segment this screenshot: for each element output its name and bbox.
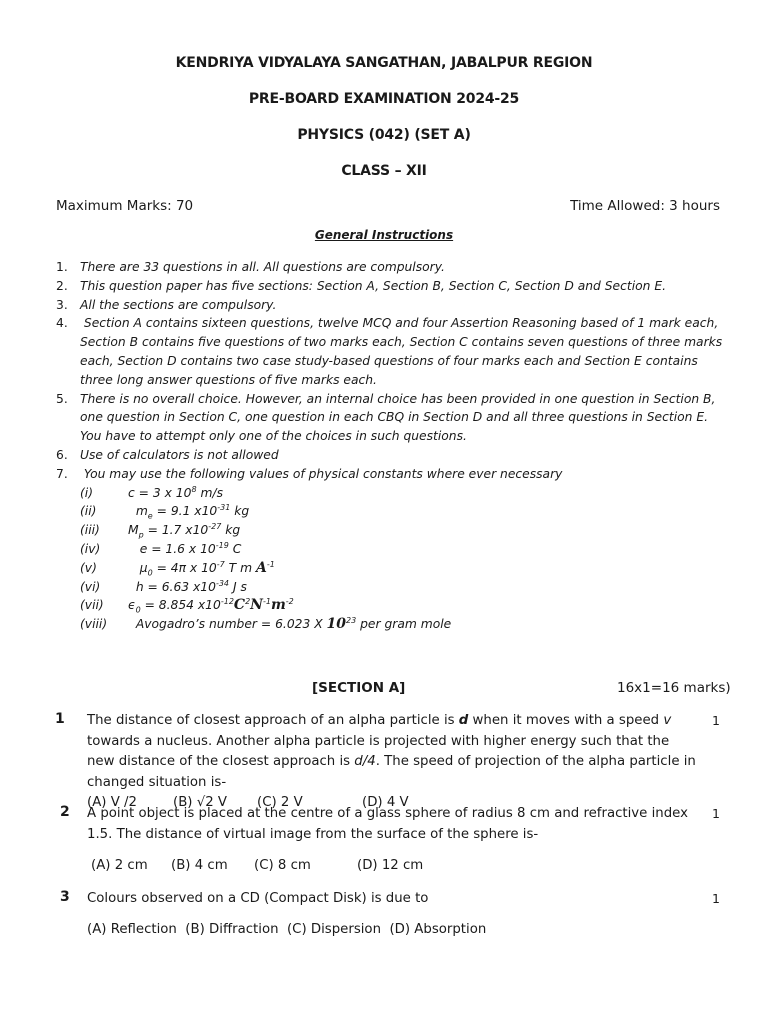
question-marks: 1 <box>712 713 720 728</box>
question-marks: 1 <box>712 891 720 906</box>
constant-index: (i) <box>80 485 94 500</box>
constant-item <box>80 540 728 559</box>
constant-item <box>80 484 728 503</box>
constant-index: (vi) <box>80 579 101 594</box>
constant-index: (ii) <box>80 504 97 519</box>
time-allowed: Time Allowed: 3 hours <box>570 198 720 214</box>
constant-item <box>80 559 728 578</box>
constant-value: $\mu_0 = 4\pi$ x $10^{-7}$ T m 𝑨$^{-1}$ <box>128 559 275 578</box>
question-number: 1 <box>55 711 65 727</box>
option: (A) 2 cm <box>91 858 148 873</box>
constant-index: (vii) <box>80 598 104 613</box>
option: (B) √2 V <box>173 795 227 810</box>
constant-value: $M_p = 1.7$ $x10^{-27}$ kg <box>128 522 241 540</box>
constant-value: $m_e = 9.1$ $x10^{-31}$ kg <box>128 503 250 521</box>
option: (D) 4 V <box>362 795 409 810</box>
instruction-item: 6. Use of calculators is not allowed <box>56 447 279 462</box>
option: (A) V /2 <box>87 795 137 810</box>
question-number: 2 <box>60 804 70 820</box>
constant-value: e = 1.6 x $10^{-19}$ C <box>128 540 242 556</box>
constant-item <box>80 578 728 597</box>
instruction-item: 2. This question paper has five sections: Section A, Section B, Section C, Section D and Section E. <box>56 278 667 293</box>
instruction-item: 1. There are 33 questions in all. All questions are compulsory. <box>56 260 445 274</box>
question-text: A point object is placed at the centre of a glass sphere of radius 8 cm and refractive index 1.5. The distance of virtual image from the surface of the sphere is- <box>87 806 688 842</box>
option: (C) 2 V <box>257 795 303 810</box>
question-number: 3 <box>60 889 70 905</box>
section-a-title: [SECTION A] <box>312 680 406 696</box>
constant-index: (viii) <box>80 617 108 632</box>
class-title: CLASS – XII <box>341 163 427 179</box>
constant-item <box>80 521 728 540</box>
question-options: (A) Reflection (B) Diffraction (C) Dispersion (D) Absorption <box>87 922 487 937</box>
option: (C) 8 cm <box>254 858 311 873</box>
constant-value: h = 6.63 $x10^{-34}$ J s <box>128 578 247 594</box>
constant-index: (iii) <box>80 523 100 538</box>
exam-title: PRE-BOARD EXAMINATION 2024-25 <box>248 91 520 107</box>
constant-value: c = 3 x $10^8$ m/s <box>128 484 223 500</box>
instruction-item: 7. You may use the following values of physical constants where ever necessary <box>56 466 563 481</box>
constant-value: $\epsilon_0 = 8.854$ $x10^{-12}𝑪^2𝑵^{-1}𝒎^{-2}$ <box>128 597 294 615</box>
constant-index: (iv) <box>80 541 101 556</box>
instructions-list <box>56 258 728 634</box>
school-title: KENDRIYA VIDYALAYA SANGATHAN, JABALPUR REGION <box>175 55 593 71</box>
instruction-item: 5. There is no overall choice. However, an internal choice has been provided in one question in Section B, one question in Section C, one question in each CBQ in Section D and all three questions in Section E. You have to attempt only one of the choices in such questions. <box>56 391 716 444</box>
constant-index: (v) <box>80 560 97 575</box>
constant-item <box>80 615 728 634</box>
option: (D) 12 cm <box>357 858 424 873</box>
constant-item <box>80 502 728 521</box>
general-instructions-title: General Instructions <box>314 228 454 242</box>
max-marks: Maximum Marks: 70 <box>56 198 194 214</box>
question-text: The distance of closest approach of an alpha particle is d when it moves with a speed v towards a nucleus. Another alpha particle is projected with higher energy such that the new distance of the closest approach is d/4. The speed of projection of the alpha particle in changed situation is- (A) V /2 (B) √2 V (C) 2 V (D) 4 V <box>87 711 699 814</box>
constant-item <box>80 596 728 615</box>
instruction-item: 3. All the sections are compulsory. <box>56 297 277 312</box>
subject-title: PHYSICS (042) (SET A) <box>297 127 471 143</box>
question-marks: 1 <box>712 806 720 821</box>
option: (B) 4 cm <box>171 858 228 873</box>
instruction-item: 4. Section A contains sixteen questions, twelve MCQ and four Assertion Reasoning based of 1 mark each, Section B contains five questions of two marks each, Section C contains seven questions of three marks each, Section D contains two case study-based questions of four marks each and Section E contains three long answer questions of five marks each. <box>56 316 727 387</box>
constants-list <box>80 484 728 634</box>
section-a-marks: 16x1=16 marks) <box>617 680 731 696</box>
question-options <box>91 858 423 873</box>
question-text: Colours observed on a CD (Compact Disk) is due to <box>87 891 429 906</box>
constant-value: Avogadro’s number = 6.023 X $10^{23}$ per gram mole <box>128 616 452 633</box>
